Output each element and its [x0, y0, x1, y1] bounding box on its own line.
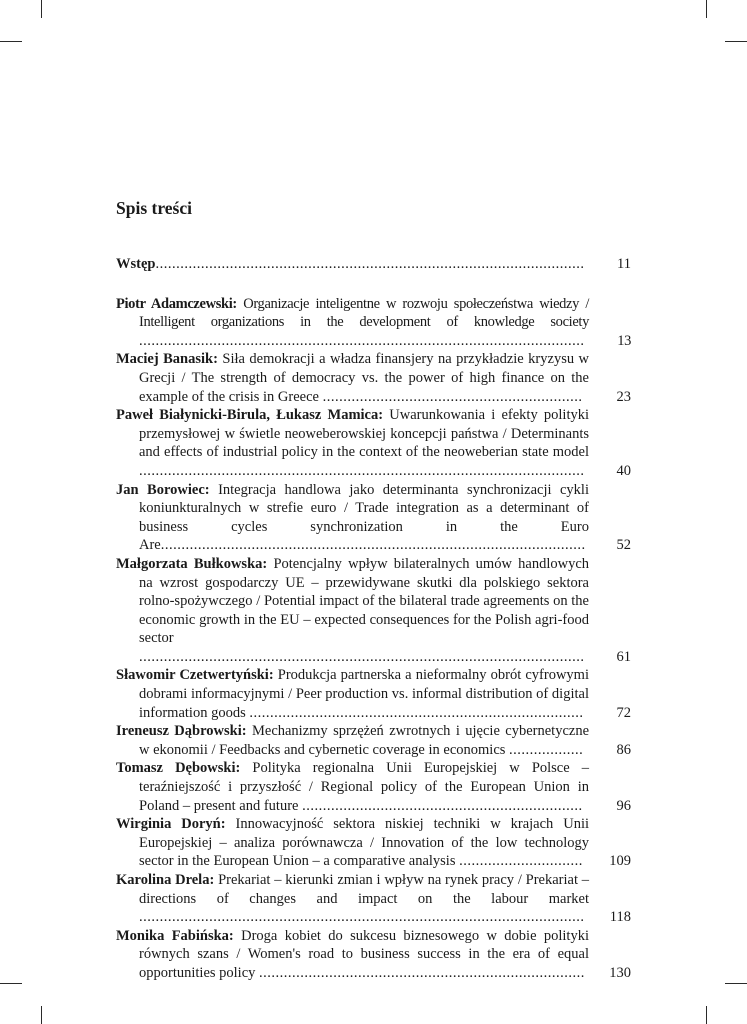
toc-author: Maciej Banasik:: [116, 351, 218, 368]
toc-title: Potencjalny wpływ bilateralnych umów handlowych na wzrost gospodarczy UE – przewidywane skutki dla polskiego sektora rolno-spożywczego / Potential impact of the bilateral trade agreements on the economic growth in the EU – expected consequences for the Polish agri-food sector: [139, 555, 590, 647]
toc-title: Mechanizmy sprzężeń zwrotnych i ujęcie cybernetyczne w ekonomii / Feedbacks and cybernetic coverage in economics: [139, 723, 590, 758]
crop-mark-top-right-horizontal: [725, 41, 747, 42]
crop-mark-top-left-vertical: [41, 0, 42, 18]
toc-entry[interactable]: [116, 406, 631, 480]
toc-title: Prekariat – kierunki zmian i wpływ na rynek pracy / Prekariat – directions of changes and impact on the labour market: [139, 872, 589, 907]
toc-author: Karolina Drela:: [116, 872, 215, 888]
toc-entry[interactable]: [116, 295, 631, 351]
toc-author: Małgorzata Bułkowska:: [116, 555, 268, 572]
toc-entry[interactable]: [116, 666, 631, 722]
toc-entry-intro[interactable]: [116, 255, 631, 274]
dot-leader: .................................................................................: [249, 704, 584, 721]
toc-page-number: 40: [616, 462, 631, 479]
dot-leader: ............................................................................................................: [139, 332, 585, 349]
crop-mark-bottom-right-horizontal: [725, 983, 747, 984]
crop-mark-bottom-left-horizontal: [0, 983, 22, 984]
page-title: Spis treści: [116, 198, 192, 218]
toc-intro-label: Wstęp: [116, 256, 156, 272]
toc-author: Paweł Białynicki-Birula, Łukasz Mamica:: [116, 407, 384, 424]
toc-author: Sławomir Czetwertyński:: [116, 667, 274, 684]
crop-mark-top-left-horizontal: [0, 41, 22, 42]
toc-page-number: 130: [609, 964, 631, 981]
dot-leader: ....................................................................: [302, 797, 583, 814]
toc-title: Produkcja partnerska a nieformalny obrót cyfrowymi dobrami informacyjnymi / Peer production vs. informal distribution of digital information goods: [139, 667, 589, 721]
toc-author: Wirginia Doryń:: [116, 816, 226, 833]
toc-entry[interactable]: [116, 871, 631, 927]
toc-entry[interactable]: [116, 815, 631, 871]
toc-entry[interactable]: [116, 722, 631, 759]
toc-page-number: 109: [609, 853, 631, 870]
toc-page-number: 118: [609, 909, 631, 926]
dot-leader: ............................................................................................................: [139, 462, 585, 479]
dot-leader: ........................................................................................................: [155, 256, 585, 272]
toc-page-number: 11: [617, 256, 631, 272]
toc-page-number: 13: [617, 332, 631, 349]
crop-mark-bottom-left-vertical: [41, 1006, 42, 1024]
crop-mark-bottom-right-vertical: [706, 1006, 707, 1024]
toc-page-number: 52: [616, 537, 631, 554]
toc-page-number: 86: [616, 741, 631, 758]
toc-title: Polityka regionalna Unii Europejskiej w Polsce – teraźniejszość i przyszłość / Regional policy of the European Union in Poland – present and future: [139, 760, 589, 814]
toc-entry[interactable]: [116, 927, 631, 983]
toc-entry[interactable]: [116, 481, 631, 555]
dot-leader: ..............................: [459, 853, 583, 870]
toc-entry[interactable]: [116, 350, 631, 406]
toc-author: Monika Fabińska:: [116, 927, 234, 944]
toc-title: Droga kobiet do sukcesu biznesowego w dobie polityki równych szans / Women's road to business success in the era of equal opportunities policy: [139, 927, 589, 981]
toc-title: Uwarunkowania i efekty polityki przemysłowej w świetle neoweberowskiej koncepcji państwa / Determinants and effects of industrial policy in the context of the neoweberian state model: [139, 407, 589, 461]
dot-leader: ...............................................................: [322, 388, 583, 405]
toc-title: Integracja handlowa jako determinanta synchronizacji cykli koniunkturalnych w strefie euro / Trade integration as a determinant of business cycles synchronization in the Euro Are: [139, 481, 589, 554]
toc-title: Organizacje inteligentne w rozwoju społeczeństwa wiedzy / Intelligent organizations in the development of knowledge society: [139, 295, 590, 331]
toc-title: Siła demokracji a władza finansjery na przykładzie kryzysu w Grecji / The strength of democracy vs. the power of high finance on the example of the crisis in Greece: [139, 351, 590, 405]
toc-page-number: 96: [616, 797, 631, 814]
toc-entry[interactable]: [116, 555, 631, 667]
toc-page-number: 72: [616, 704, 631, 721]
toc-page-number: 61: [616, 648, 631, 665]
toc-author: Tomasz Dębowski:: [116, 760, 241, 777]
toc-entry[interactable]: [116, 759, 631, 815]
crop-mark-top-right-vertical: [706, 0, 707, 18]
dot-leader: ............................................................................................................: [139, 909, 585, 926]
toc-author: Piotr Adamczewski:: [116, 295, 237, 312]
toc-title: Innowacyjność sektora niskiej techniki w krajach Unii Europejskiej – analiza porównawcza / Innovation of the low technology sector in the European Union – a comparative analysis: [139, 816, 590, 870]
dot-leader: ..................: [509, 741, 584, 758]
toc-page-number: 23: [616, 388, 631, 405]
dot-leader: ............................................................................................................: [139, 648, 585, 665]
toc-author: Jan Borowiec:: [116, 481, 210, 498]
dot-leader: .......................................................................................................: [160, 537, 586, 554]
table-of-contents: [116, 255, 631, 983]
toc-author: Ireneusz Dąbrowski:: [116, 723, 247, 740]
dot-leader: ...............................................................................: [259, 964, 585, 981]
